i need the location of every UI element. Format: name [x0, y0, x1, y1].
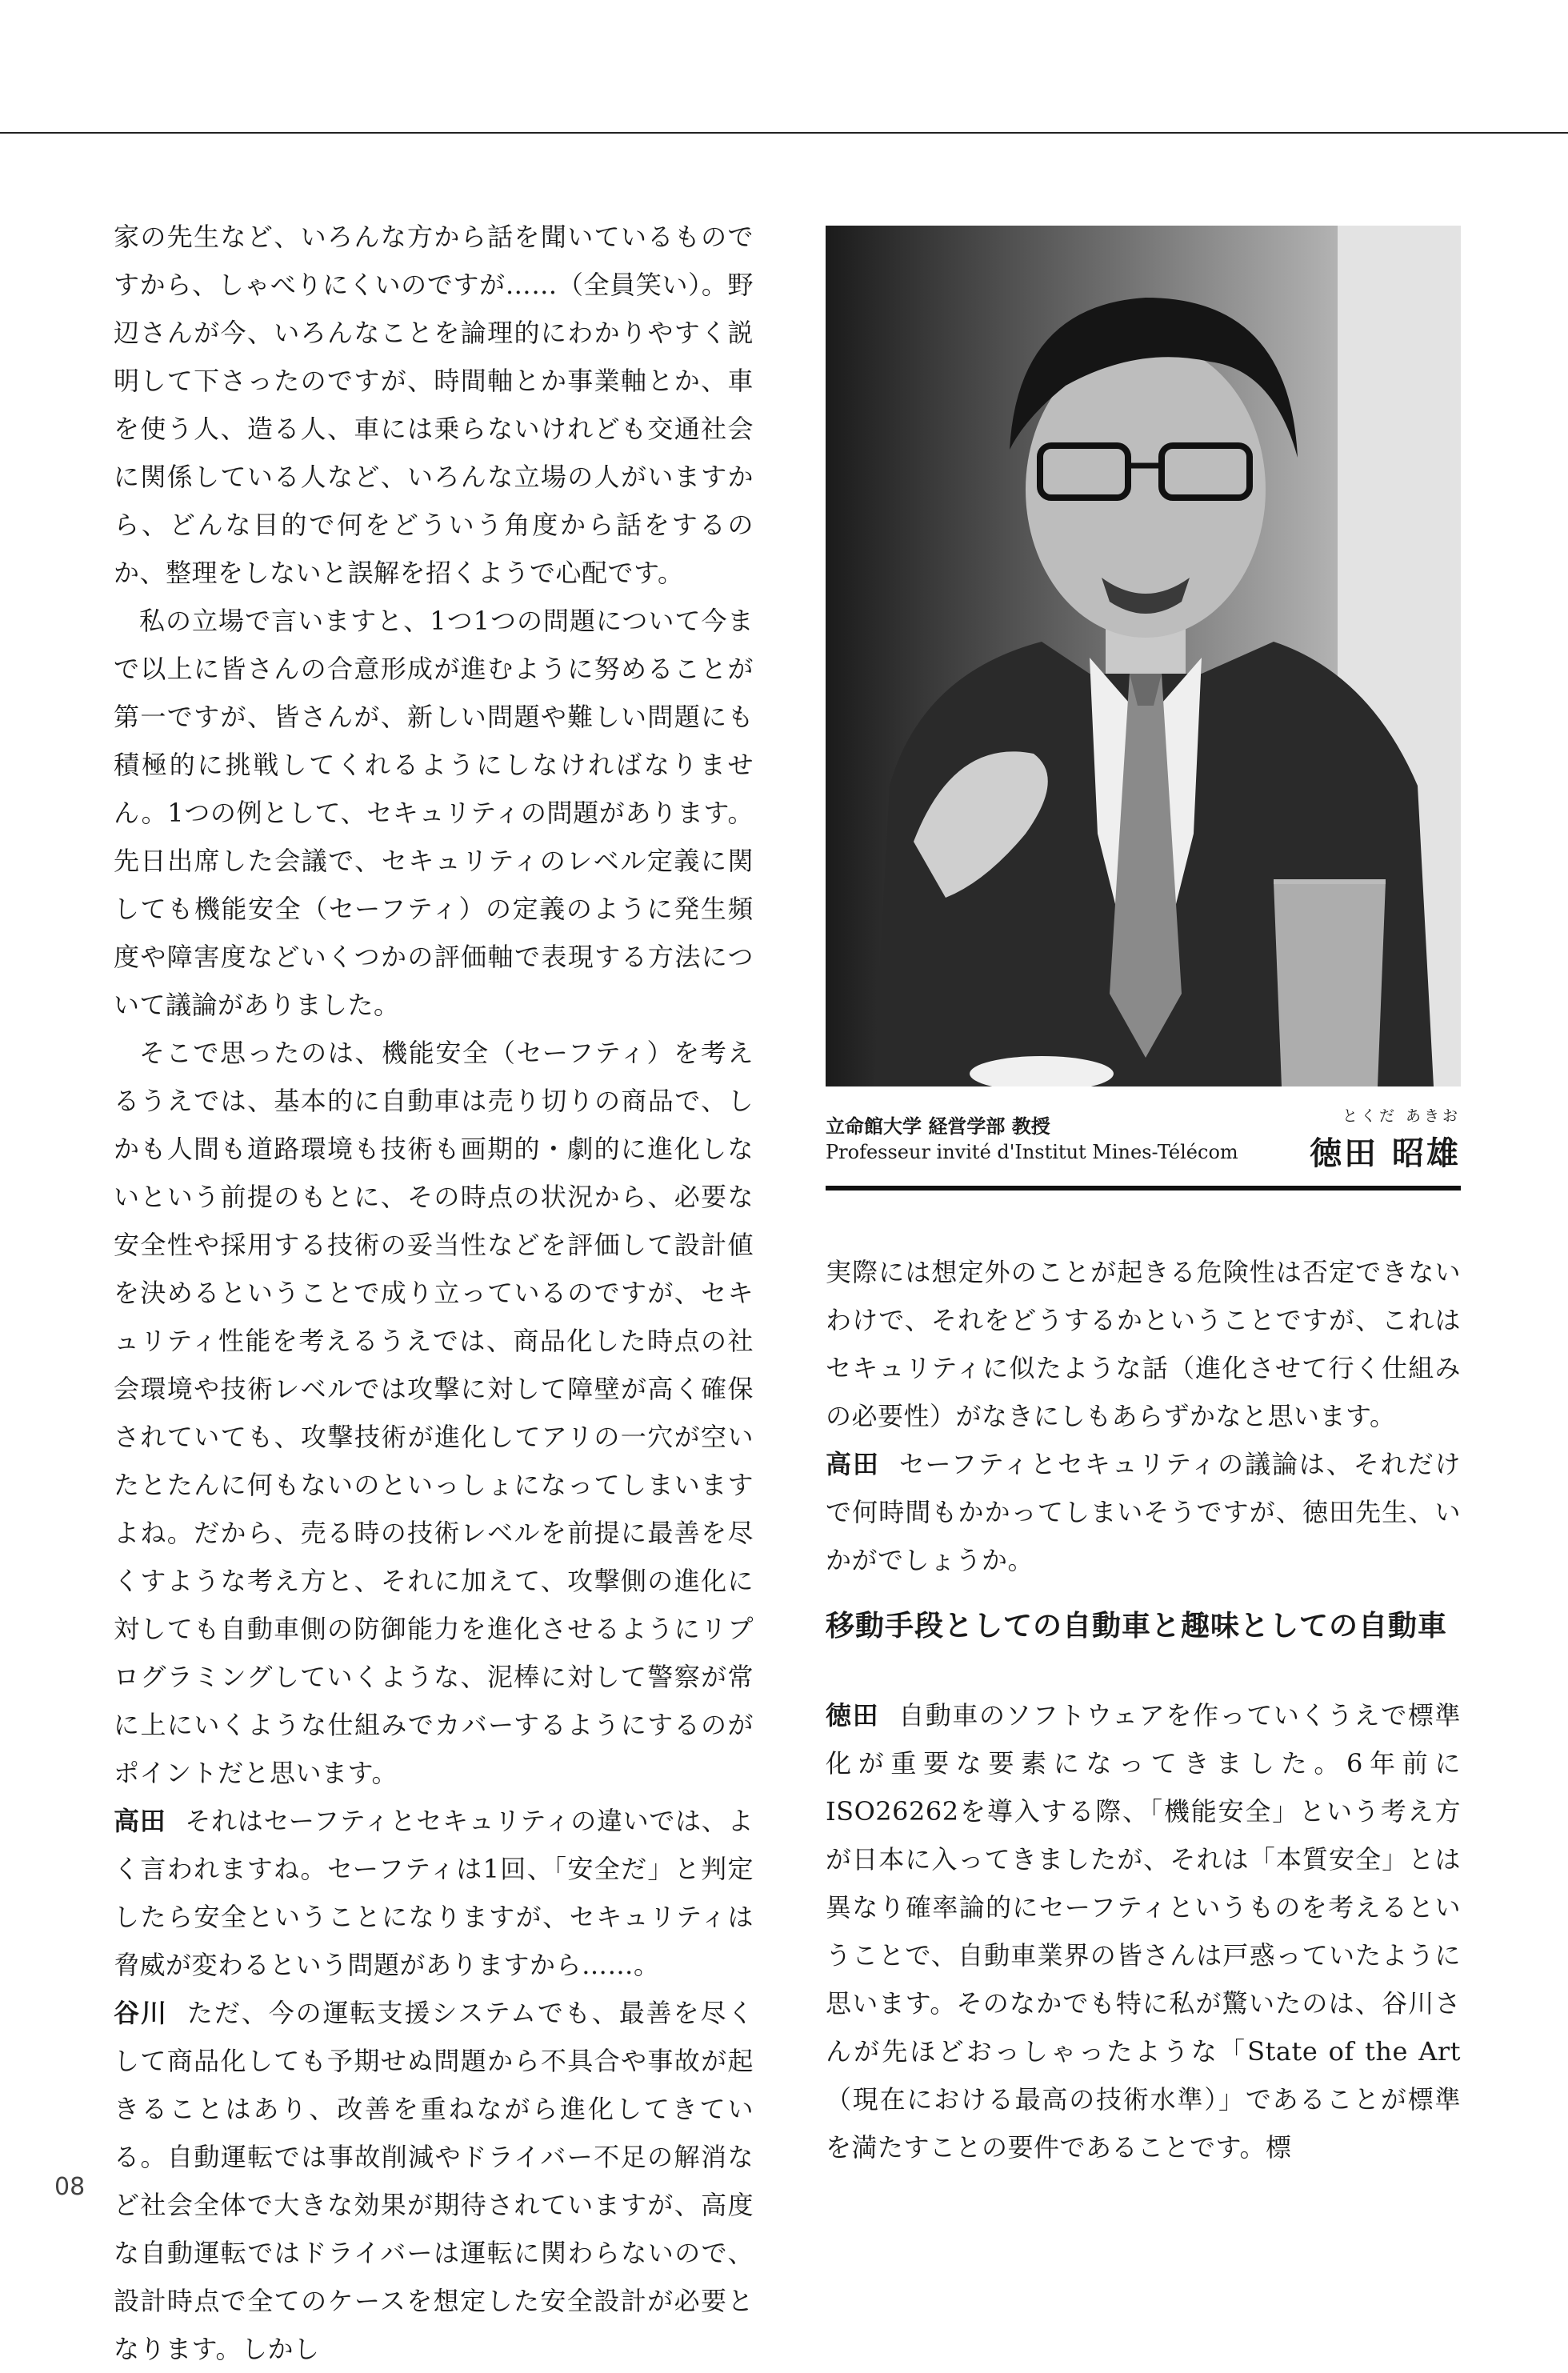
paragraph: 徳田 自動車のソフトウェアを作っていくうえで標準化が重要な要素になってきました。6年前にISO26262を導入する際、「機能安全」という考え方が日本に入ってきましたが、それは「本質安全」とは異なり確率論的にセーフティというものを考えるということで、自動車業界の皆さんは戸惑っていたように思います。そのなかでも特に私が驚いたのは、谷川さんが先ほどおっしゃったような「State of the Art（現在における最高の技術水準）」であることが標準を満たすことの要件であることです。標 — [826, 1700, 1461, 2163]
speaker-name: 谷川 — [114, 1998, 168, 2028]
caption-rule — [826, 1186, 1461, 1191]
header-rule — [0, 132, 1568, 134]
paragraph: 家の先生など、いろんな方から話を聞いているものですから、しゃべりにくいのですが……（全員笑い）。野辺さんが今、いろんなことを論理的にわかりやすく説明して下さったのですが、時間軸とか事業軸とか、車を使う人、造る人、車には乗らないけれども交通社会に関係している人など、いろんな立場の人がいますから、どんな目的で何をどういう角度から話をするのか、整理をしないと誤解を招くようで心配です。 — [114, 222, 754, 588]
caption-name-ruby: とくだ あきお — [1342, 1107, 1461, 1125]
caption-name: 徳田 昭雄 — [1310, 1134, 1461, 1172]
right-column-lower — [826, 1691, 1461, 2171]
paragraph: 私の立場で言いますと、1つ1つの問題について今まで以上に皆さんの合意形成が進むように努めることが第一ですが、皆さんが、新しい問題や難しい問題にも積極的に挑戦してくれるようにしなければなりません。1つの例として、セキュリティの問題があります。先日出席した会議で、セキュリティのレベル定義に関しても機能安全（セーフティ）の定義のように発生頻度や障害度などいくつかの評価軸で表現する方法について議論がありました。 — [114, 606, 754, 1020]
left-column — [114, 213, 754, 2373]
portrait-photo — [826, 226, 1461, 1086]
paragraph: 実際には想定外のことが起きる危険性は否定できないわけで、それをどうするかということですが、これはセキュリティに似たような話（進化させて行く仕組みの必要性）がなきにしもあらずかなと思います。 — [826, 1257, 1461, 1431]
caption-affiliation: 立命館大学 経営学部 教授 — [826, 1114, 1050, 1138]
paragraph: 高田 それはセーフティとセキュリティの違いでは、よく言われますね。セーフティは1回、「安全だ」と判定したら安全ということになりますが、セキュリティは脅威が変わるという問題がありますから……。 — [114, 1806, 754, 1980]
caption-position: Professeur invité d'Institut Mines-Télécom — [826, 1141, 1238, 1163]
speaker-name: 徳田 — [826, 1700, 880, 1731]
section-heading: 移動手段としての自動車と趣味としての自動車 — [826, 1610, 1448, 1643]
page-number: 08 — [54, 2173, 86, 2201]
right-column-upper — [826, 1248, 1461, 1584]
paragraph: そこで思ったのは、機能安全（セーフティ）を考えるうえでは、基本的に自動車は売り切りの商品で、しかも人間も道路環境も技術も画期的・劇的に進化しないという前提のもとに、その時点の状況から、必要な安全性や採用する技術の妥当性などを評価して設計値を決めるということで成り立っているのですが、セキュリティ性能を考えるうえでは、商品化した時点の社会環境や技術レベルでは攻撃に対して障壁が高く確保されていても、攻撃技術が進化してアリの一穴が空いたとたんに何もないのといっしょになってしまいますよね。だから、売る時の技術レベルを前提に最善を尽くすような考え方と、それに加えて、攻撃側の進化に対しても自動車側の防御能力を進化させるようにリプログラミングしていくような、泥棒に対して警察が常に上にいくような仕組みでカバーするようにするのがポイントだと思います。 — [114, 1038, 754, 1788]
photo-caption — [826, 1104, 1461, 1189]
speaker-name: 高田 — [826, 1449, 880, 1479]
speaker-name: 高田 — [114, 1806, 166, 1836]
portrait-image — [826, 226, 1461, 1086]
paragraph: 谷川 ただ、今の運転支援システムでも、最善を尽くして商品化しても予期せぬ問題から不具合や事故が起きることはあり、改善を重ねながら進化してきている。自動運転では事故削減やドライバー不足の解消など社会全体で大きな効果が期待されていますが、高度な自動運転ではドライバーは運転に関わらないので、設計時点で全てのケースを想定した安全設計が必要となります。しかし — [114, 1998, 754, 2364]
paragraph: 高田 セーフティとセキュリティの議論は、それだけで何時間もかかってしまいそうですが、徳田先生、いかがでしょうか。 — [826, 1449, 1461, 1575]
